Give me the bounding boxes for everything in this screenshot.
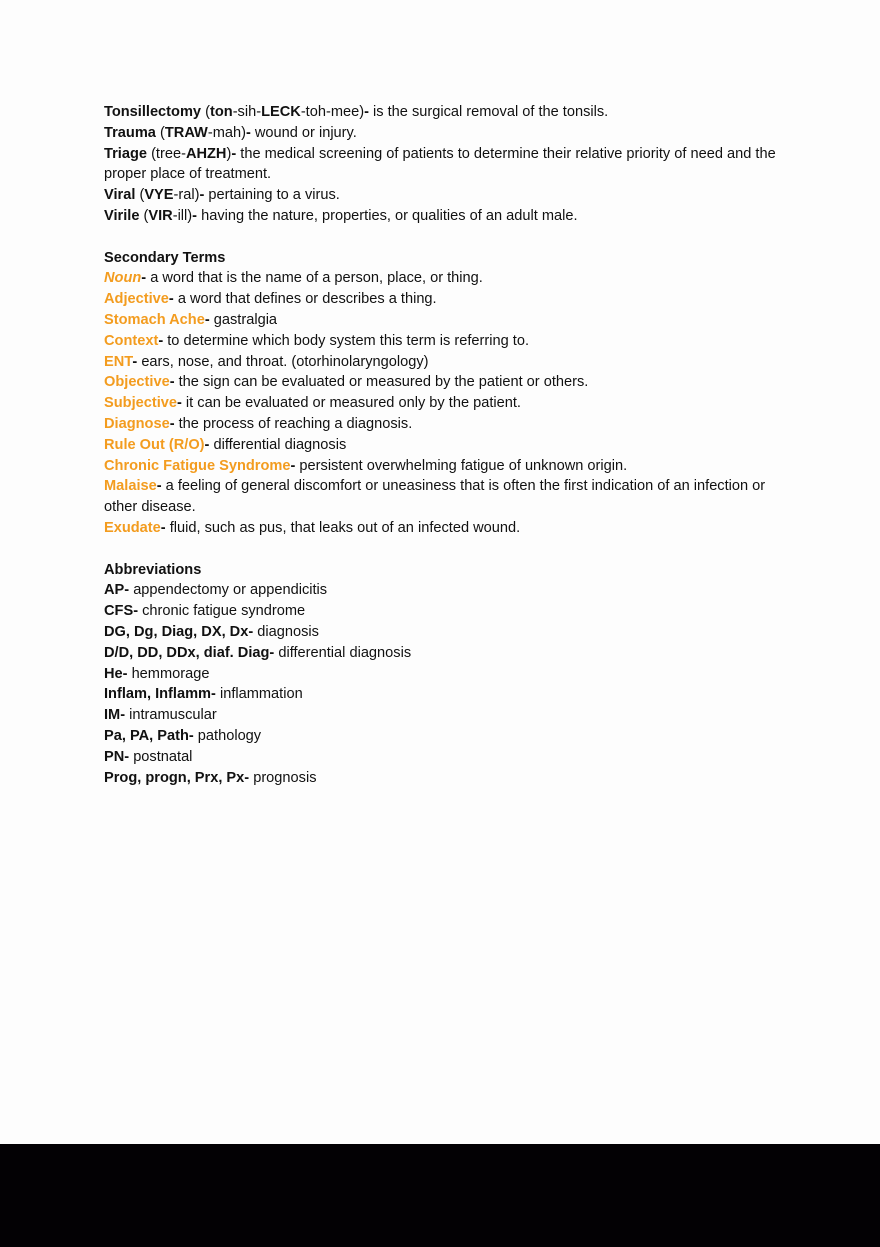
secondary-term-context: Context- to determine which body system this term is referring to. (104, 332, 529, 349)
meaning: pathology (193, 727, 262, 744)
definition: pertaining to a virus. (204, 187, 340, 204)
meaning: differential diagnosis (274, 644, 412, 661)
term: Triage (104, 145, 147, 162)
abbreviation-item (104, 664, 794, 685)
definition: gastralgia (209, 311, 278, 328)
abbr: Inflam, Inflamm- (104, 686, 216, 703)
meaning: intramuscular (125, 707, 217, 724)
abbr: Prog, progn, Prx, Px- (104, 769, 250, 786)
definition: persistent overwhelming fatigue of unknown origin. (295, 457, 628, 474)
secondary-term-malaise: Malaise- a feeling of general discomfort or uneasiness that is often the first indication of an infection or other disease. (104, 478, 766, 516)
term: Subjective (104, 395, 177, 412)
definition: ears, nose, and throat. (otorhinolaryngology) (137, 353, 429, 370)
term: Chronic Fatigue Syndrome (104, 457, 291, 474)
abbr: He- (104, 665, 128, 682)
secondary-term-adjective: Adjective- a word that defines or describes a thing. (104, 291, 437, 308)
abbr: IM- (104, 707, 126, 724)
abbreviation-item (104, 580, 794, 601)
glossary-entry-virile: Virile (VIR-ill)- having the nature, properties, or qualities of an adult male. (104, 207, 578, 224)
secondary-term-stomach-ache: Stomach Ache- gastralgia (104, 311, 278, 328)
term: Virile (104, 207, 140, 224)
meaning: diagnosis (253, 623, 319, 640)
meaning: appendectomy or appendicitis (129, 582, 328, 599)
abbreviation-item (104, 684, 794, 705)
definition: the process of reaching a diagnosis. (174, 415, 413, 432)
meaning: hemmorage (127, 665, 210, 682)
abbr: DG, Dg, Diag, DX, Dx- (104, 623, 254, 640)
abbr: D/D, DD, DDx, diaf. Diag- (104, 644, 275, 661)
definition: differential diagnosis (209, 436, 347, 453)
pronunciation: (TRAW-mah) (159, 124, 246, 141)
secondary-term-noun: Noun- a word that is the name of a person, place, or thing. (104, 270, 483, 287)
secondary-term-subjective: Subjective- it can be evaluated or measured only by the patient. (104, 395, 521, 412)
section-heading-abbreviations: Abbreviations (104, 561, 202, 578)
abbr: AP- (104, 582, 130, 599)
abbr: PN- (104, 748, 130, 765)
term: Trauma (104, 124, 156, 141)
document-content (104, 102, 794, 788)
abbreviation-item (104, 726, 794, 747)
spacer (104, 539, 794, 560)
abbreviation-item (104, 643, 794, 664)
definition: a word that is the name of a person, place, or thing. (146, 270, 483, 287)
term: Stomach Ache (104, 311, 205, 328)
abbreviation-item (104, 622, 794, 643)
glossary-entry-viral: Viral (VYE-ral)- pertaining to a virus. (104, 187, 340, 204)
spacer (104, 227, 794, 248)
definition: having the nature, properties, or qualities of an adult male. (197, 207, 578, 224)
pronunciation: (VIR-ill) (143, 207, 193, 224)
term: ENT (104, 353, 133, 370)
abbreviation-item (104, 768, 794, 789)
term: Diagnose (104, 415, 170, 432)
term: Noun (104, 270, 142, 287)
term: Viral (104, 187, 136, 204)
abbreviation-item (104, 747, 794, 768)
pronunciation: (tree-AHZH) (151, 145, 232, 162)
pronunciation: (VYE-ral) (139, 187, 200, 204)
pronunciation: (ton-sih-LECK-toh-mee) (205, 104, 365, 120)
meaning: postnatal (129, 748, 193, 765)
definition: a feeling of general discomfort or uneasiness that is often the first indication of an infection or other disease. (104, 478, 766, 516)
definition: fluid, such as pus, that leaks out of an infected wound. (165, 519, 521, 536)
definition: the medical screening of patients to determine their relative priority of need and the proper place of treatment. (104, 145, 776, 183)
definition: the sign can be evaluated or measured by the patient or others. (174, 374, 589, 391)
glossary-entry-tonsillectomy: Tonsillectomy (ton-sih-LECK-toh-mee)- is the surgical removal of the tonsils. (104, 104, 609, 120)
meaning: inflammation (215, 686, 303, 703)
secondary-term-chronic-fatigue-syndrome: Chronic Fatigue Syndrome- persistent overwhelming fatigue of unknown origin. (104, 457, 628, 474)
abbreviation-item (104, 601, 794, 622)
glossary-entry-trauma: Trauma (TRAW-mah)- wound or injury. (104, 124, 357, 141)
definition: it can be evaluated or measured only by the patient. (181, 395, 521, 412)
meaning: prognosis (249, 769, 317, 786)
section-heading-secondary-terms: Secondary Terms (104, 249, 226, 266)
glossary-entry-triage: Triage (tree-AHZH)- the medical screening of patients to determine their relative priority of need and the proper place of treatment. (104, 145, 776, 183)
abbr: Pa, PA, Path- (104, 727, 194, 744)
definition: to determine which body system this term is referring to. (163, 332, 529, 349)
secondary-term-rule-out: Rule Out (R/O)- differential diagnosis (104, 436, 347, 453)
secondary-term-diagnose: Diagnose- the process of reaching a diagnosis. (104, 415, 413, 432)
term: Adjective (104, 291, 169, 308)
definition: wound or injury. (250, 124, 357, 141)
term: Malaise (104, 478, 157, 495)
term: Tonsillectomy (104, 104, 202, 120)
secondary-term-objective: Objective- the sign can be evaluated or measured by the patient or others. (104, 374, 589, 391)
bottom-black-bar (0, 1144, 880, 1247)
definition: a word that defines or describes a thing. (173, 291, 437, 308)
term: Context (104, 332, 159, 349)
term: Objective (104, 374, 170, 391)
secondary-term-exudate: Exudate- fluid, such as pus, that leaks out of an infected wound. (104, 519, 521, 536)
term: Exudate (104, 519, 161, 536)
abbr: CFS- (104, 603, 139, 620)
secondary-term-ent: ENT- ears, nose, and throat. (otorhinolaryngology) (104, 353, 429, 370)
abbreviation-item (104, 705, 794, 726)
meaning: chronic fatigue syndrome (138, 603, 306, 620)
definition: is the surgical removal of the tonsils. (368, 104, 609, 120)
term: Rule Out (R/O) (104, 436, 205, 453)
